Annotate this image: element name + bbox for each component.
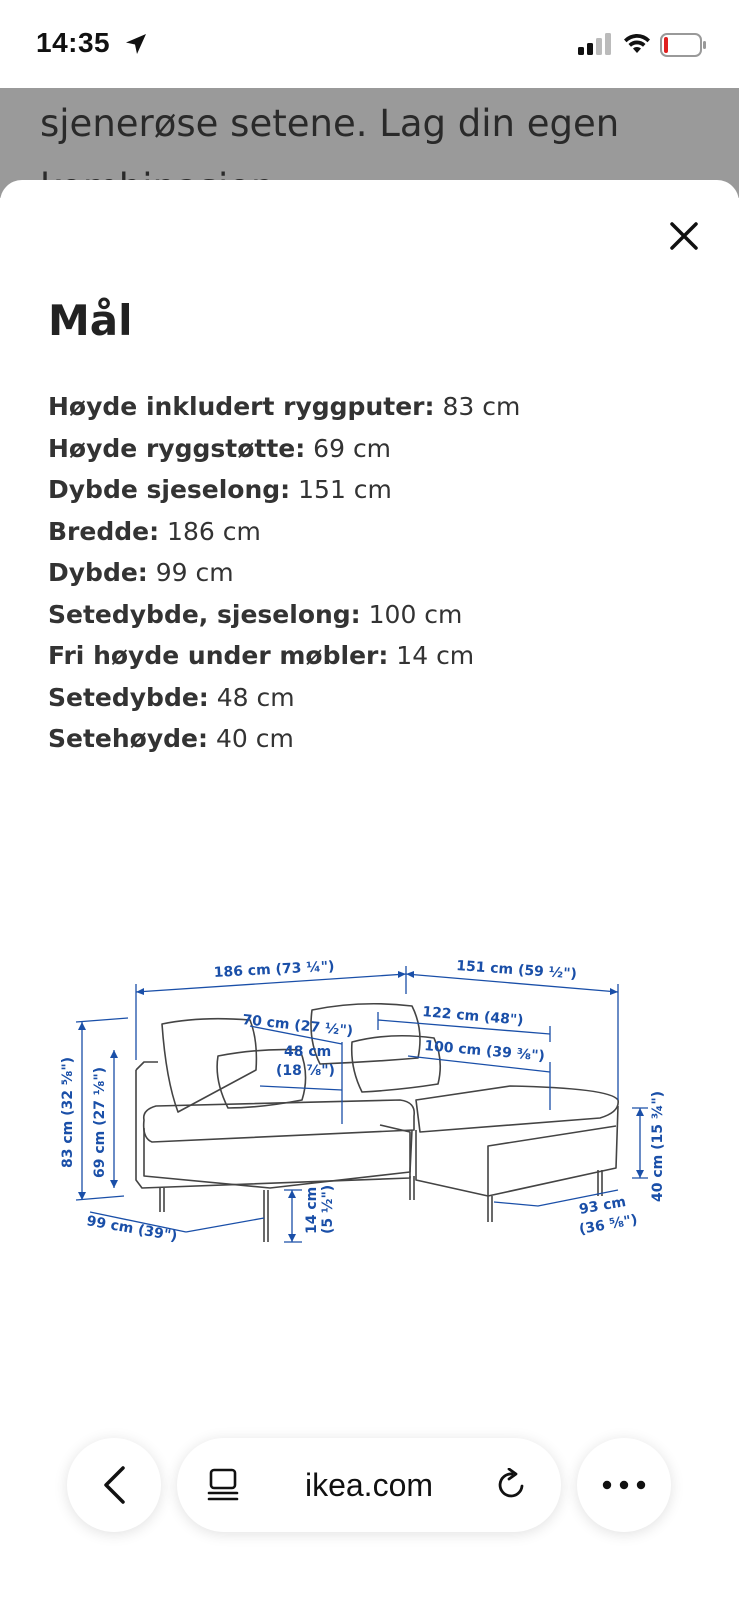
spec-value: 83 cm [434,392,521,421]
spec-value: 100 cm [360,599,463,629]
spec-row [48,635,708,677]
label-seat-depth-a: 48 cm [284,1044,332,1060]
url-text[interactable]: ikea.com [304,1467,434,1503]
label-chaise-depth: 151 cm (59 ½") [455,958,578,983]
spec-value: 151 cm [290,475,392,504]
spec-value: 186 cm [159,516,261,546]
spec-row [48,386,708,428]
reload-icon[interactable] [495,1468,529,1506]
more-dots-icon [602,1480,646,1490]
label-seat-depth-b: (18 ⅞") [276,1063,335,1079]
address-bar[interactable] [177,1438,561,1532]
spec-row [48,469,708,511]
cellular-signal-icon [578,33,612,59]
battery-icon [660,33,708,61]
label-clearance-b: (5 ½") [320,1184,336,1234]
chevron-left-icon [101,1465,127,1505]
sofa-drawing [136,1004,618,1242]
spec-value: 99 cm [147,558,234,587]
spec-row [48,511,708,553]
spec-label: Setedybde, sjeselong: [48,599,361,629]
close-button[interactable] [660,212,708,260]
spec-value: 69 cm [305,433,392,463]
label-clearance-a: 14 cm [304,1186,320,1234]
status-time: 14:35 [36,27,111,58]
spec-row [48,552,708,594]
status-bar [0,0,739,88]
label-module-a: 93 cm [577,1193,628,1218]
spec-value: 48 cm [208,682,295,712]
back-button[interactable] [67,1438,161,1532]
label-seat-height: 40 cm (15 ¾") [650,1090,666,1202]
label-back-width: 70 cm (27 ½") [241,1012,354,1040]
spec-list [48,386,708,760]
location-arrow-icon [124,32,148,60]
more-button[interactable] [577,1438,671,1532]
label-seat-depth-chaise: 100 cm (39 ⅜") [423,1038,546,1065]
close-icon [669,221,699,251]
label-height-cushions: 83 cm (32 ⅝") [60,1056,76,1168]
label-depth: 99 cm (39") [85,1213,179,1245]
spec-label: Fri høyde under møbler: [48,641,389,670]
spec-value: 40 cm [208,724,294,753]
spec-label: Setehøyde: [48,724,208,753]
sofa-dimension-diagram [40,950,700,1290]
spec-row [48,677,708,719]
spec-label: Bredde: [48,516,160,546]
spec-row [48,594,708,636]
spec-row [48,428,708,470]
label-seat-depth-chaise-outer: 122 cm (48") [421,1004,525,1029]
label-width: 186 cm (73 ¼") [213,958,335,981]
label-module-b: (36 ⅝") [577,1211,639,1238]
label-height-back: 69 cm (27 ⅛") [92,1066,108,1178]
spec-label: Setedybde: [48,682,209,712]
wifi-icon [622,31,652,59]
spec-label: Dybde: [48,558,148,587]
spec-label: Høyde inkludert ryggputer: [48,392,435,421]
spec-value: 14 cm [388,641,475,670]
background-text: sjenerøse setene. Lag din egen [40,102,620,145]
dimension-lines [76,966,648,1242]
spec-label: Høyde ryggstøtte: [48,433,306,463]
sheet-title: Mål [48,296,133,345]
spec-row [48,718,708,760]
spec-label: Dybde sjeselong: [48,475,291,504]
